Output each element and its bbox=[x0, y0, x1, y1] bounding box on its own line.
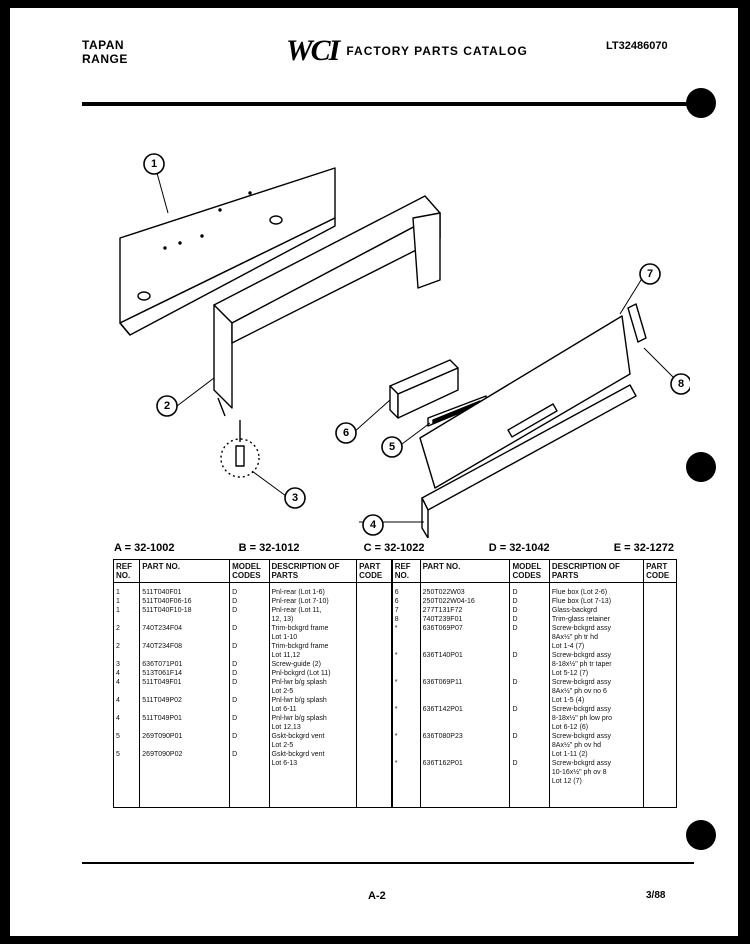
table-cell: Trim-bckgrd frame bbox=[269, 624, 357, 633]
table-cell bbox=[644, 696, 677, 705]
model-letter: D bbox=[488, 542, 497, 554]
table-cell bbox=[420, 714, 510, 723]
table-cell bbox=[357, 759, 392, 768]
model-number: 32-1042 bbox=[509, 542, 550, 554]
table-cell: Trim-bckgrd frame bbox=[269, 642, 357, 651]
table-row bbox=[114, 597, 677, 606]
table-cell bbox=[357, 597, 392, 606]
header-rule bbox=[82, 102, 694, 106]
table-cell bbox=[644, 633, 677, 642]
table-row bbox=[114, 606, 677, 615]
table-cell bbox=[114, 768, 140, 777]
table-cell: D bbox=[510, 651, 549, 660]
table-cell: 8Ax½" ph tr hd bbox=[549, 633, 643, 642]
table-cell: 6 bbox=[392, 597, 420, 606]
table-cell bbox=[114, 633, 140, 642]
table-cell: Trim-glass retainer bbox=[549, 615, 643, 624]
column-header: PART NO. bbox=[420, 560, 510, 583]
table-cell bbox=[644, 741, 677, 750]
table-row bbox=[114, 714, 677, 723]
revision-date: 3/88 bbox=[646, 890, 666, 901]
column-header: DESCRIPTION OF PARTS bbox=[549, 560, 643, 583]
table-cell: D bbox=[230, 714, 269, 723]
table-cell: 636T140P01 bbox=[420, 651, 510, 660]
model-number: 32-1022 bbox=[384, 542, 425, 554]
table-cell: * bbox=[392, 732, 420, 741]
table-cell: 8Ax½" ph ov no 6 bbox=[549, 687, 643, 696]
callout-label-1: 1 bbox=[150, 158, 158, 170]
table-cell bbox=[357, 583, 392, 598]
footer-rule bbox=[82, 862, 694, 864]
table-cell: D bbox=[510, 606, 549, 615]
table-cell: 511T049F01 bbox=[140, 678, 230, 687]
table-cell bbox=[357, 750, 392, 759]
table-cell bbox=[644, 687, 677, 696]
table-cell bbox=[510, 741, 549, 750]
table-cell bbox=[140, 687, 230, 696]
table-cell bbox=[644, 606, 677, 615]
binder-hole-top bbox=[686, 88, 716, 118]
table-cell: D bbox=[230, 669, 269, 678]
table-cell: 636T071P01 bbox=[140, 660, 230, 669]
table-cell bbox=[392, 669, 420, 678]
table-cell: Pnl-lwr b/g splash bbox=[269, 678, 357, 687]
callout-label-7: 7 bbox=[646, 268, 654, 280]
table-cell: Glass-backgrd bbox=[549, 606, 643, 615]
model-code-d: D = 32-1042 bbox=[488, 542, 550, 554]
table-cell bbox=[420, 687, 510, 696]
table-cell bbox=[510, 696, 549, 705]
table-row bbox=[114, 583, 677, 598]
table-cell bbox=[644, 768, 677, 777]
table-cell bbox=[644, 615, 677, 624]
table-cell bbox=[510, 777, 549, 808]
table-cell: 740T239F01 bbox=[420, 615, 510, 624]
table-cell bbox=[392, 642, 420, 651]
table-cell bbox=[420, 750, 510, 759]
table-cell bbox=[140, 741, 230, 750]
table-cell bbox=[357, 678, 392, 687]
column-header: MODEL CODES bbox=[230, 560, 269, 583]
table-cell bbox=[230, 759, 269, 768]
table-cell: Lot 2-5 bbox=[269, 741, 357, 750]
table-cell: D bbox=[510, 759, 549, 768]
table-cell bbox=[357, 651, 392, 660]
callout-label-4: 4 bbox=[369, 519, 377, 531]
table-cell: 277T131F72 bbox=[420, 606, 510, 615]
table-cell: Lot 6-13 bbox=[269, 759, 357, 768]
table-cell bbox=[357, 732, 392, 741]
table-cell bbox=[140, 777, 230, 808]
table-cell bbox=[644, 777, 677, 808]
product-type: RANGE bbox=[82, 52, 128, 66]
table-cell: Pnl-rear (Lot 1-6) bbox=[269, 583, 357, 598]
table-row bbox=[114, 669, 677, 678]
table-cell bbox=[357, 777, 392, 808]
table-cell bbox=[392, 741, 420, 750]
table-cell: Pnl-rear (Lot 7-10) bbox=[269, 597, 357, 606]
table-cell: D bbox=[510, 678, 549, 687]
table-cell: 2 bbox=[114, 624, 140, 633]
table-cell bbox=[644, 732, 677, 741]
table-cell bbox=[114, 741, 140, 750]
table-row bbox=[114, 705, 677, 714]
table-cell: 4 bbox=[114, 696, 140, 705]
table-cell bbox=[230, 741, 269, 750]
table-cell: 4 bbox=[114, 714, 140, 723]
table-cell: D bbox=[230, 678, 269, 687]
callout-label-2: 2 bbox=[163, 400, 171, 412]
table-cell: Lot 1-4 (7) bbox=[549, 642, 643, 651]
table-cell bbox=[392, 768, 420, 777]
table-cell: 4 bbox=[114, 669, 140, 678]
page-number: A-2 bbox=[368, 890, 386, 902]
table-cell: 511T040F01 bbox=[140, 583, 230, 598]
table-cell: 511T049P01 bbox=[140, 714, 230, 723]
table-cell: Lot 1-11 (2) bbox=[549, 750, 643, 759]
table-row bbox=[114, 696, 677, 705]
table-cell: 5 bbox=[114, 750, 140, 759]
catalog-logo bbox=[286, 34, 528, 68]
table-cell: 513T061F14 bbox=[140, 669, 230, 678]
table-cell: 7 bbox=[392, 606, 420, 615]
table-cell bbox=[114, 687, 140, 696]
column-header: PART NO. bbox=[140, 560, 230, 583]
table-cell bbox=[357, 660, 392, 669]
table-cell: 740T234F04 bbox=[140, 624, 230, 633]
table-cell bbox=[510, 669, 549, 678]
table-cell: D bbox=[510, 583, 549, 598]
model-code-b: B = 32-1012 bbox=[238, 542, 300, 554]
table-cell bbox=[644, 723, 677, 732]
table-cell bbox=[230, 768, 269, 777]
table-cell: 636T142P01 bbox=[420, 705, 510, 714]
table-cell bbox=[392, 696, 420, 705]
table-cell: Pnl-lwr b/g splash bbox=[269, 714, 357, 723]
table-cell bbox=[357, 705, 392, 714]
trim-retainer-part bbox=[628, 304, 646, 342]
table-cell: 636T069P11 bbox=[420, 678, 510, 687]
table-cell: 10-16x½" ph ov 8 bbox=[549, 768, 643, 777]
table-cell bbox=[357, 624, 392, 633]
table-cell: 511T040F10-18 bbox=[140, 606, 230, 615]
model-letter: B bbox=[238, 542, 247, 554]
table-cell: D bbox=[510, 732, 549, 741]
product-label bbox=[82, 38, 128, 66]
table-cell bbox=[230, 777, 269, 808]
table-cell bbox=[230, 687, 269, 696]
parts-list-table bbox=[113, 559, 677, 808]
binder-hole-middle bbox=[686, 452, 716, 482]
table-cell: Lot 1-10 bbox=[269, 633, 357, 642]
table-cell bbox=[644, 669, 677, 678]
table-cell: 269T090P01 bbox=[140, 732, 230, 741]
parts-table-body bbox=[114, 583, 677, 808]
parts-table-header bbox=[114, 560, 677, 583]
table-cell bbox=[357, 741, 392, 750]
table-cell: Screw-bckgrd assy bbox=[549, 651, 643, 660]
table-cell: D bbox=[510, 597, 549, 606]
model-code-e: E = 32-1272 bbox=[613, 542, 674, 554]
table-cell bbox=[357, 768, 392, 777]
table-cell bbox=[140, 651, 230, 660]
table-cell: D bbox=[230, 606, 269, 615]
table-cell bbox=[420, 642, 510, 651]
table-cell bbox=[114, 723, 140, 732]
table-row bbox=[114, 777, 677, 808]
column-header: PART CODE bbox=[644, 560, 677, 583]
table-cell bbox=[140, 759, 230, 768]
table-cell: 636T162P01 bbox=[420, 759, 510, 768]
table-cell bbox=[269, 768, 357, 777]
table-cell: Lot 12,13 bbox=[269, 723, 357, 732]
table-cell: Flue box (Lot 7-13) bbox=[549, 597, 643, 606]
table-cell bbox=[140, 723, 230, 732]
table-cell bbox=[114, 705, 140, 714]
model-letter: C bbox=[363, 542, 372, 554]
table-cell: 8-18x½" ph tr taper bbox=[549, 660, 643, 669]
table-cell bbox=[392, 714, 420, 723]
table-row bbox=[114, 732, 677, 741]
table-cell: Lot 6-11 bbox=[269, 705, 357, 714]
table-cell bbox=[644, 660, 677, 669]
column-header: REF NO. bbox=[114, 560, 140, 583]
table-cell: 269T090P02 bbox=[140, 750, 230, 759]
table-cell: 6 bbox=[392, 583, 420, 598]
table-cell: D bbox=[230, 583, 269, 598]
table-cell bbox=[644, 714, 677, 723]
table-cell bbox=[510, 714, 549, 723]
table-cell bbox=[230, 615, 269, 624]
table-cell bbox=[644, 583, 677, 598]
table-cell: 636T069P07 bbox=[420, 624, 510, 633]
table-cell bbox=[114, 759, 140, 768]
callout-label-6: 6 bbox=[342, 427, 350, 439]
table-cell bbox=[357, 723, 392, 732]
table-cell: Pnl-lwr b/g splash bbox=[269, 696, 357, 705]
table-cell: D bbox=[230, 597, 269, 606]
table-cell bbox=[357, 633, 392, 642]
table-cell: 250T022W04-16 bbox=[420, 597, 510, 606]
table-cell bbox=[140, 768, 230, 777]
table-cell bbox=[644, 678, 677, 687]
callout-label-5: 5 bbox=[388, 441, 396, 453]
table-cell: Screw-bckgrd assy bbox=[549, 732, 643, 741]
table-row bbox=[114, 768, 677, 777]
flue-box-part bbox=[390, 360, 458, 418]
wci-logo-mark: WCI bbox=[286, 34, 339, 67]
table-cell: 8Ax½" ph ov hd bbox=[549, 741, 643, 750]
table-cell: 1 bbox=[114, 583, 140, 598]
model-number: 32-1272 bbox=[633, 542, 674, 554]
table-cell: Screw-guide (2) bbox=[269, 660, 357, 669]
table-cell bbox=[420, 777, 510, 808]
model-number: 32-1002 bbox=[134, 542, 175, 554]
table-cell bbox=[357, 714, 392, 723]
table-cell: Gskt-bckgrd vent bbox=[269, 732, 357, 741]
table-row bbox=[114, 633, 677, 642]
table-cell bbox=[230, 633, 269, 642]
catalog-title: FACTORY PARTS CATALOG bbox=[346, 44, 528, 58]
binder-hole-bottom bbox=[686, 820, 716, 850]
table-cell: 12, 13) bbox=[269, 615, 357, 624]
table-cell bbox=[140, 615, 230, 624]
column-header: PART CODE bbox=[357, 560, 392, 583]
table-cell: 636T080P23 bbox=[420, 732, 510, 741]
table-cell bbox=[357, 687, 392, 696]
model-code-c: C = 32-1022 bbox=[363, 542, 425, 554]
table-cell: 740T234F08 bbox=[140, 642, 230, 651]
table-cell: Lot 6-12 (6) bbox=[549, 723, 643, 732]
table-cell bbox=[420, 723, 510, 732]
table-cell: 3 bbox=[114, 660, 140, 669]
table-cell bbox=[420, 660, 510, 669]
table-cell bbox=[510, 768, 549, 777]
table-cell: D bbox=[230, 696, 269, 705]
table-row bbox=[114, 624, 677, 633]
table-cell: 1 bbox=[114, 606, 140, 615]
table-cell: D bbox=[230, 750, 269, 759]
table-cell bbox=[230, 651, 269, 660]
table-cell bbox=[114, 651, 140, 660]
table-cell bbox=[644, 597, 677, 606]
table-cell: * bbox=[392, 651, 420, 660]
table-cell bbox=[420, 768, 510, 777]
model-letter: A bbox=[114, 542, 122, 554]
table-cell bbox=[510, 687, 549, 696]
table-cell: Pnl-rear (Lot 11, bbox=[269, 606, 357, 615]
table-cell: Screw-bckgrd assy bbox=[549, 759, 643, 768]
table-cell: D bbox=[230, 732, 269, 741]
table-cell: 511T049P02 bbox=[140, 696, 230, 705]
table-cell: Screw-bckgrd assy bbox=[549, 624, 643, 633]
table-cell bbox=[269, 777, 357, 808]
table-cell: D bbox=[510, 624, 549, 633]
table-cell: 5 bbox=[114, 732, 140, 741]
table-cell: * bbox=[392, 624, 420, 633]
table-cell: D bbox=[230, 624, 269, 633]
table-row bbox=[114, 651, 677, 660]
table-cell bbox=[357, 696, 392, 705]
table-cell: Screw-bckgrd assy bbox=[549, 705, 643, 714]
table-cell: 511T040F06-16 bbox=[140, 597, 230, 606]
table-cell bbox=[392, 633, 420, 642]
table-cell: Lot 5-12 (7) bbox=[549, 669, 643, 678]
table-cell bbox=[230, 723, 269, 732]
screw-guide-part bbox=[221, 420, 259, 477]
table-cell bbox=[644, 642, 677, 651]
table-cell: 2 bbox=[114, 642, 140, 651]
table-cell: Lot 12 (7) bbox=[549, 777, 643, 808]
table-cell bbox=[420, 669, 510, 678]
table-cell bbox=[392, 777, 420, 808]
table-cell bbox=[357, 606, 392, 615]
column-header: REF NO. bbox=[392, 560, 420, 583]
table-cell bbox=[510, 633, 549, 642]
table-cell bbox=[510, 642, 549, 651]
table-cell: Pnl-bckgrd (Lot 11) bbox=[269, 669, 357, 678]
table-row bbox=[114, 615, 677, 624]
table-cell bbox=[420, 633, 510, 642]
table-cell bbox=[510, 723, 549, 732]
table-cell: D bbox=[510, 705, 549, 714]
column-header: MODEL CODES bbox=[510, 560, 549, 583]
table-cell: * bbox=[392, 678, 420, 687]
table-cell: Lot 1-5 (4) bbox=[549, 696, 643, 705]
table-cell: Flue box (Lot 2-6) bbox=[549, 583, 643, 598]
table-cell bbox=[644, 750, 677, 759]
callout-label-8: 8 bbox=[677, 378, 685, 390]
table-cell: Gskt-bckgrd vent bbox=[269, 750, 357, 759]
document-id: LT32486070 bbox=[606, 40, 668, 52]
catalog-page bbox=[10, 8, 738, 936]
table-row bbox=[114, 759, 677, 768]
table-cell: 250T022W03 bbox=[420, 583, 510, 598]
table-cell bbox=[510, 660, 549, 669]
table-cell: Lot 11,12 bbox=[269, 651, 357, 660]
column-header: DESCRIPTION OF PARTS bbox=[269, 560, 357, 583]
table-row bbox=[114, 723, 677, 732]
table-cell bbox=[392, 750, 420, 759]
table-cell bbox=[357, 642, 392, 651]
table-cell: 4 bbox=[114, 678, 140, 687]
table-cell: 1 bbox=[114, 597, 140, 606]
table-cell bbox=[644, 651, 677, 660]
table-row bbox=[114, 678, 677, 687]
table-cell bbox=[392, 660, 420, 669]
callout-label-3: 3 bbox=[291, 492, 299, 504]
table-cell: D bbox=[230, 660, 269, 669]
table-cell bbox=[644, 705, 677, 714]
table-cell: D bbox=[510, 615, 549, 624]
table-row bbox=[114, 687, 677, 696]
table-cell bbox=[644, 759, 677, 768]
table-cell: * bbox=[392, 759, 420, 768]
table-cell bbox=[420, 741, 510, 750]
table-cell bbox=[357, 669, 392, 678]
table-cell bbox=[140, 705, 230, 714]
table-row bbox=[114, 750, 677, 759]
table-cell bbox=[114, 615, 140, 624]
table-cell bbox=[420, 696, 510, 705]
table-cell: Lot 2-5 bbox=[269, 687, 357, 696]
table-cell bbox=[644, 624, 677, 633]
brand-name: TAPAN bbox=[82, 38, 125, 52]
table-row bbox=[114, 642, 677, 651]
model-number: 32-1012 bbox=[259, 542, 300, 554]
model-letter: E bbox=[613, 542, 622, 554]
table-cell: Screw-bckgrd assy bbox=[549, 678, 643, 687]
table-cell bbox=[230, 705, 269, 714]
table-cell bbox=[392, 687, 420, 696]
model-legend bbox=[114, 542, 674, 554]
table-row bbox=[114, 660, 677, 669]
table-cell bbox=[392, 723, 420, 732]
table-cell bbox=[140, 633, 230, 642]
exploded-parts-diagram bbox=[90, 138, 690, 538]
table-cell bbox=[510, 750, 549, 759]
table-row bbox=[114, 741, 677, 750]
table-cell: * bbox=[392, 705, 420, 714]
table-cell bbox=[357, 615, 392, 624]
table-cell: 8-18x½" ph low pro bbox=[549, 714, 643, 723]
model-code-a: A = 32-1002 bbox=[114, 542, 175, 554]
table-cell: 8 bbox=[392, 615, 420, 624]
table-cell bbox=[114, 777, 140, 808]
table-cell: D bbox=[230, 642, 269, 651]
